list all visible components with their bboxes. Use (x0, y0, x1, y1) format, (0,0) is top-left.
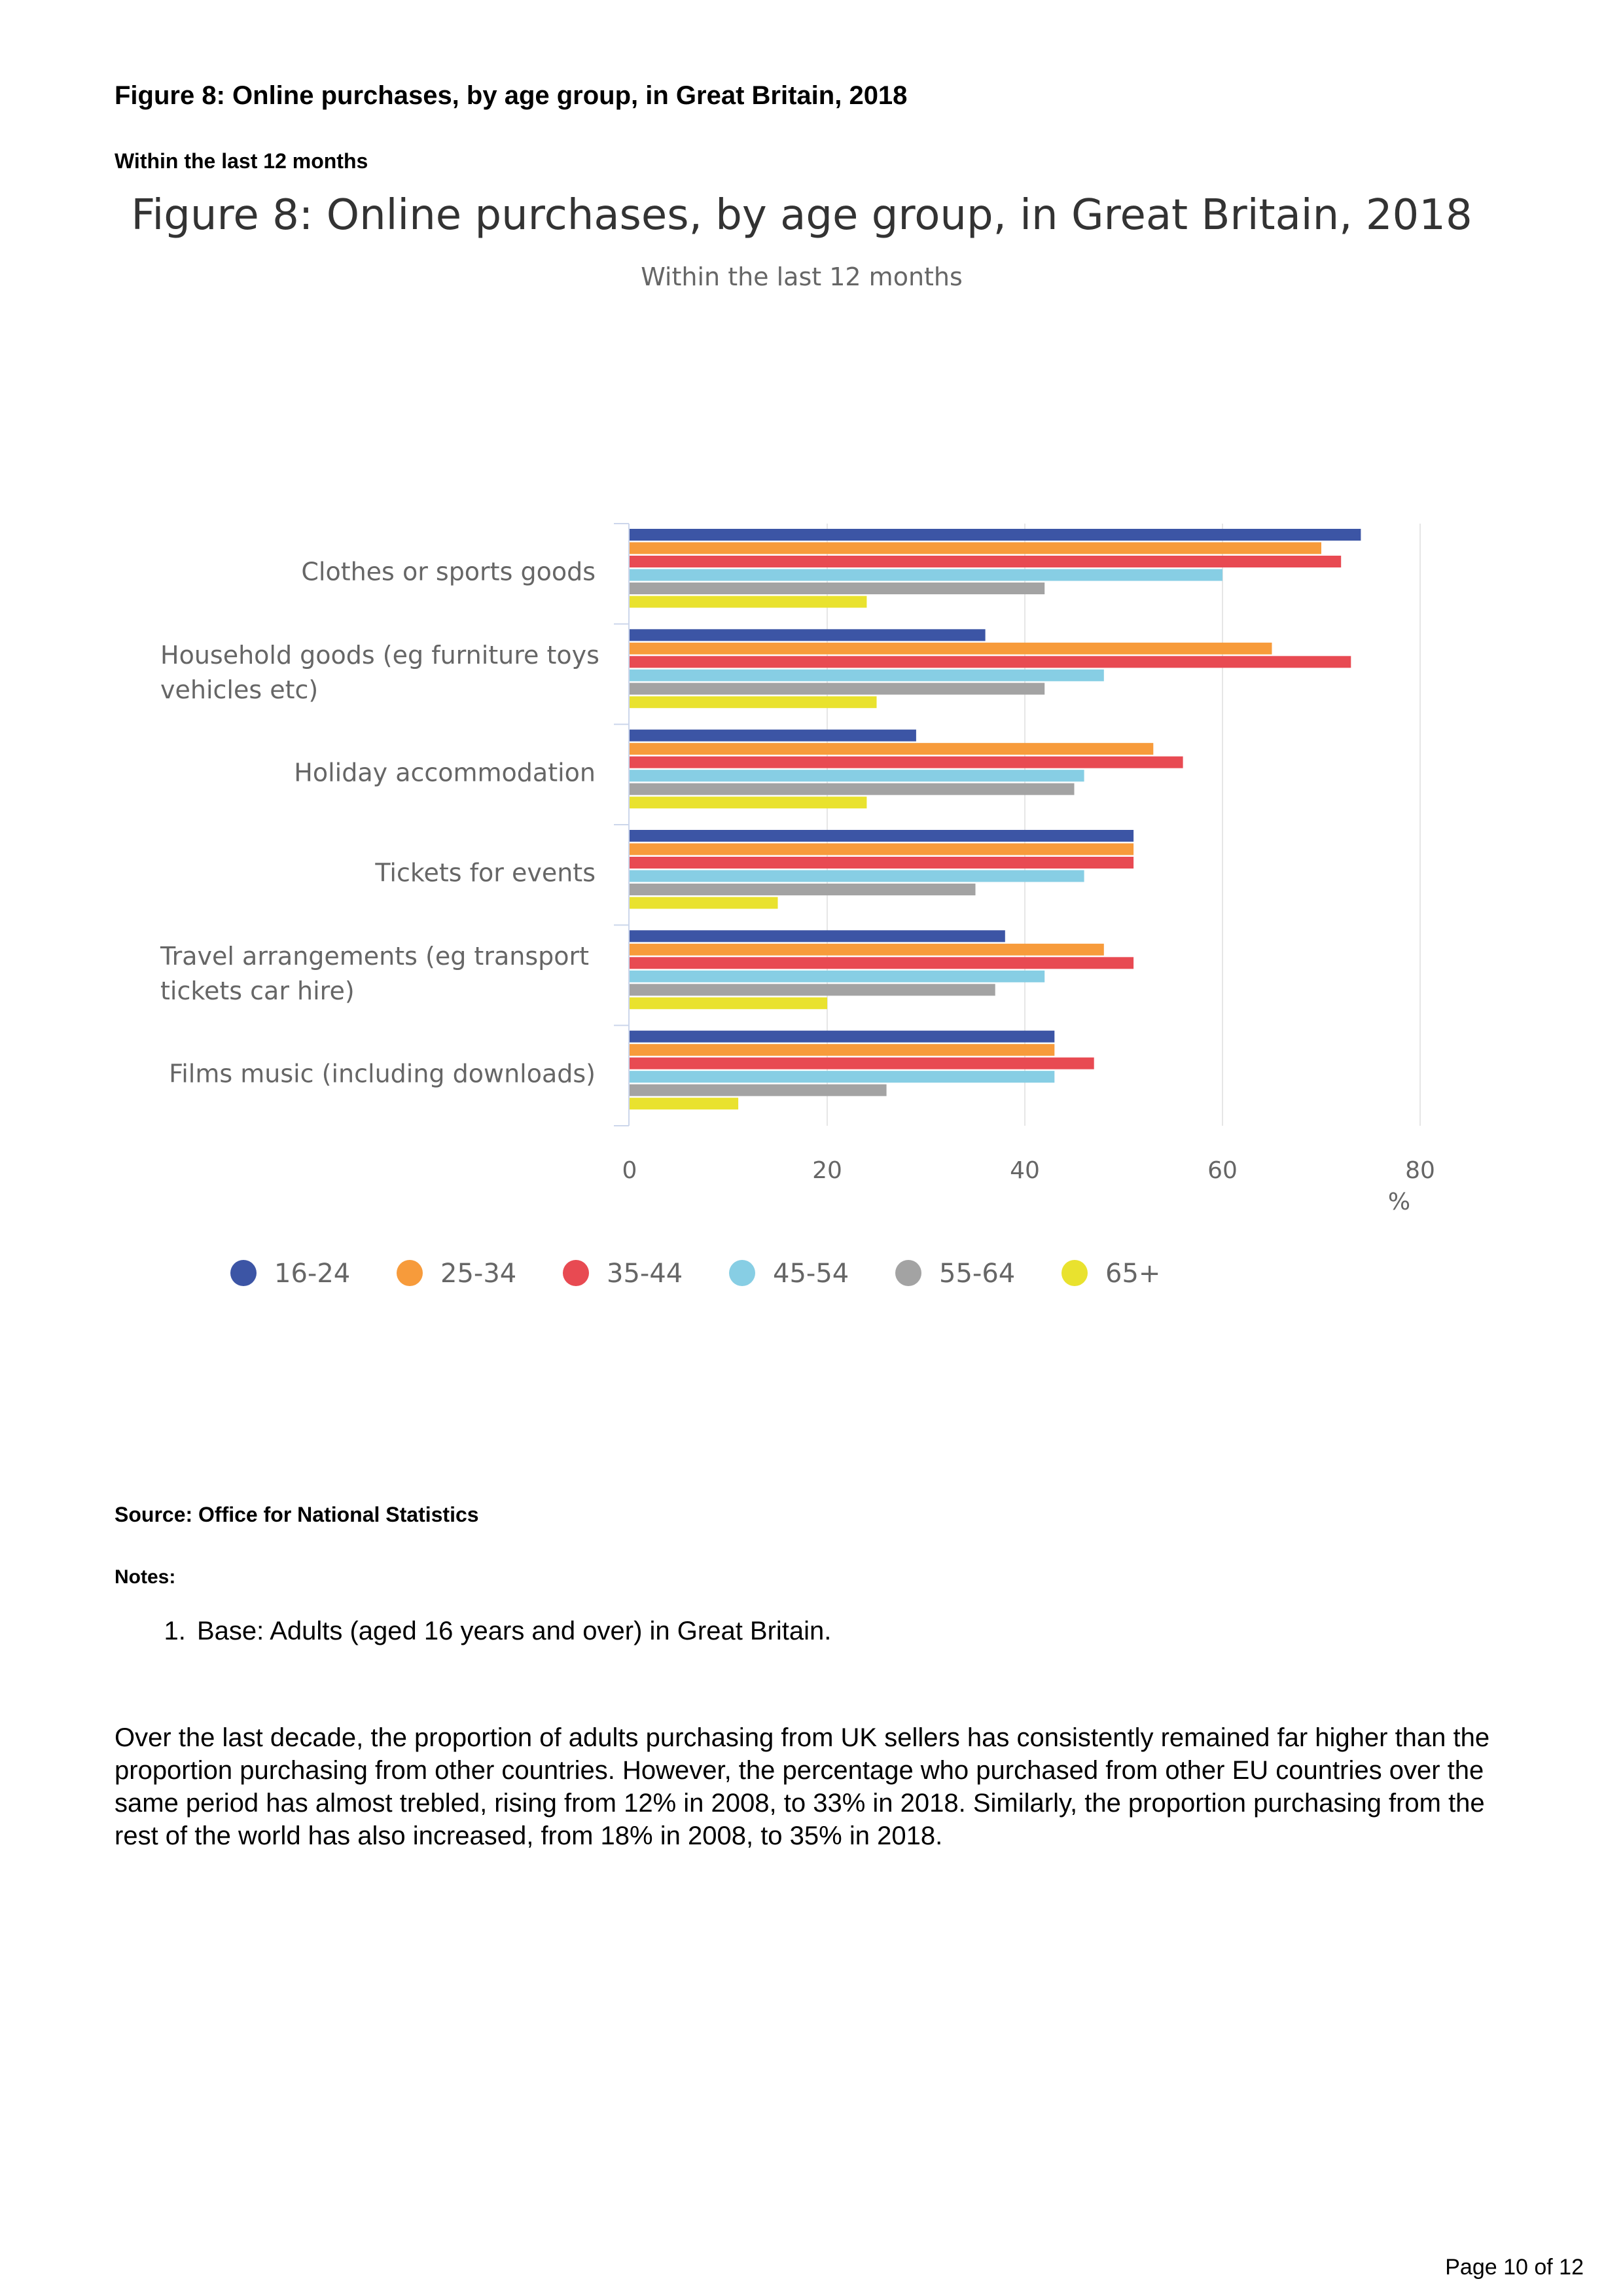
bars (630, 529, 1361, 1109)
x-tick-label: 80 (1405, 1157, 1435, 1184)
legend-label: 25-34 (440, 1259, 517, 1289)
x-tick-label: 20 (812, 1157, 842, 1184)
legend-label: 16-24 (274, 1259, 351, 1289)
bar-25-34 (630, 743, 1153, 755)
body-paragraph: Over the last decade, the proportion of adults purchasing from UK sellers has consistently remained far higher than the proportion purchasing from other countries. However, the percentage who purchased from other EU countries over the same period has almost trebled, rising from 12% in 2008, to 33% in 2018. Similarly, the proportion purchasing from the rest of the world has also increased, from 18% in 2008, to 35% in 2018. (115, 1723, 1490, 1850)
category-label (160, 641, 599, 704)
bar-25-34 (630, 643, 1272, 655)
bar-35-44 (630, 757, 1183, 768)
bar-16-24 (630, 830, 1133, 842)
bar-45-54 (630, 670, 1104, 681)
x-tick-label: 40 (1010, 1157, 1040, 1184)
bar-35-44 (630, 1058, 1094, 1069)
chart-subtitle: Within the last 12 months (641, 262, 963, 291)
bar-55-64 (630, 884, 976, 895)
bar-35-44 (630, 857, 1133, 869)
category-label: Clothes or sports goods (301, 557, 596, 586)
chart-container (0, 170, 1623, 1335)
source-line: Source: Office for National Statistics (115, 1503, 479, 1526)
bar-35-44 (630, 957, 1133, 969)
bar-45-54 (630, 971, 1044, 982)
bar-25-34 (630, 944, 1104, 956)
category-label-line: tickets car hire) (160, 977, 355, 1005)
bar-25-34 (630, 844, 1133, 855)
bar-45-54 (630, 1071, 1054, 1083)
bar-65+ (630, 797, 866, 808)
bar-55-64 (630, 1085, 887, 1096)
legend-marker (230, 1260, 257, 1286)
legend-marker (729, 1260, 755, 1286)
x-tick-label: 60 (1207, 1157, 1238, 1184)
page-subheading: Within the last 12 months (115, 149, 368, 173)
legend-item[interactable] (230, 1259, 350, 1289)
note-item: 1. Base: Adults (aged 16 years and over) in Great Britain. (193, 1617, 1502, 1646)
bar-55-64 (630, 583, 1044, 594)
chart-title: Figure 8: Online purchases, by age group, in Great Britain, 2018 (131, 191, 1472, 240)
bar-16-24 (630, 529, 1361, 541)
category-label-line: vehicles etc) (160, 675, 319, 704)
bar-35-44 (630, 656, 1351, 668)
category-label (160, 942, 589, 1005)
bar-65+ (630, 696, 877, 708)
bar-35-44 (630, 556, 1341, 567)
bar-16-24 (630, 629, 986, 641)
legend (230, 1259, 1160, 1289)
legend-label: 55-64 (939, 1259, 1016, 1289)
category-label: Tickets for events (375, 858, 596, 888)
category-label-line: Travel arrangements (eg transport (160, 942, 590, 971)
bar-55-64 (630, 783, 1075, 795)
bar-65+ (630, 1098, 738, 1109)
category-label: Holiday accommodation (294, 758, 596, 787)
bar-45-54 (630, 870, 1084, 882)
bar-65+ (630, 897, 778, 909)
page-number: Page 10 of 12 (1445, 2255, 1584, 2280)
bar-16-24 (630, 930, 1005, 942)
bar-25-34 (630, 1044, 1054, 1056)
bar-16-24 (630, 1031, 1054, 1043)
legend-marker (397, 1260, 423, 1286)
category-labels (160, 558, 599, 1088)
legend-item[interactable] (1061, 1259, 1160, 1289)
legend-item[interactable] (895, 1259, 1015, 1289)
bar-55-64 (630, 984, 995, 996)
legend-item[interactable] (397, 1259, 516, 1289)
bar-65+ (630, 596, 866, 608)
legend-label: 45-54 (773, 1259, 849, 1289)
notes-list (115, 1617, 1502, 1646)
bar-45-54 (630, 770, 1084, 781)
bar-45-54 (630, 569, 1222, 581)
bar-65+ (630, 997, 827, 1009)
legend-marker (563, 1260, 589, 1286)
y-axis (614, 524, 629, 1126)
bar-16-24 (630, 730, 916, 742)
legend-marker (895, 1260, 921, 1286)
bar-25-34 (630, 543, 1321, 554)
x-tick-label: 0 (622, 1157, 637, 1184)
x-tick-labels (622, 1157, 1435, 1184)
bar-chart (0, 170, 1623, 1335)
notes-heading: Notes: (115, 1566, 176, 1588)
legend-item[interactable] (563, 1259, 683, 1289)
legend-item[interactable] (729, 1259, 849, 1289)
legend-label: 35-44 (607, 1259, 683, 1289)
bar-55-64 (630, 683, 1044, 694)
legend-marker (1061, 1260, 1088, 1286)
category-label-line: Household goods (eg furniture toys (160, 641, 599, 670)
page-heading: Figure 8: Online purchases, by age group, in Great Britain, 2018 (115, 81, 908, 110)
legend-label: 65+ (1105, 1259, 1161, 1289)
x-axis-label: % (1387, 1189, 1411, 1215)
category-label: Films music (including downloads) (169, 1059, 596, 1088)
